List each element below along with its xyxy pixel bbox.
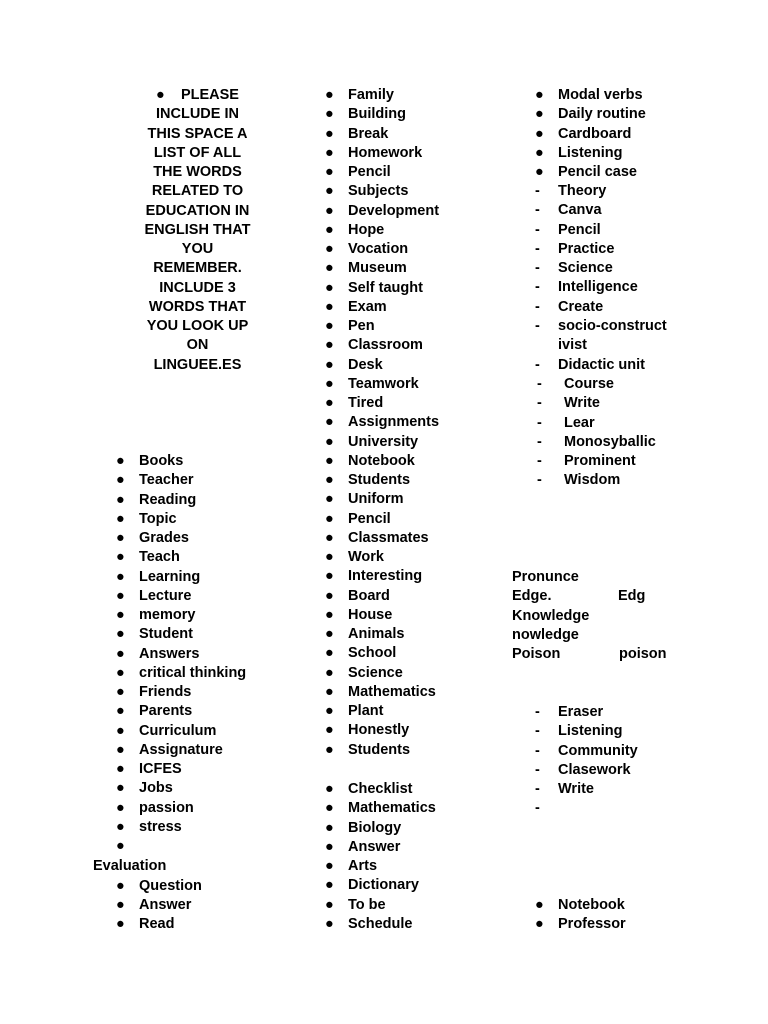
bullet-marker: ● xyxy=(325,164,334,180)
pronounce-word: Poison xyxy=(512,646,561,662)
list-item-text: Pencil xyxy=(348,164,391,180)
list-item-text: Dictionary xyxy=(348,877,419,894)
list-item-text: Lecture xyxy=(139,587,192,604)
bullet-marker: ● xyxy=(325,645,334,662)
list-item-text: Teacher xyxy=(139,472,194,489)
bullet-marker: ● xyxy=(325,433,334,450)
list-item-text: To be xyxy=(348,896,386,913)
bullet-marker: ● xyxy=(116,626,125,643)
bullet-marker: ● xyxy=(325,356,334,373)
pronounce-block xyxy=(512,568,667,664)
bullet-marker: ● xyxy=(535,106,544,123)
dash-marker: - xyxy=(535,723,540,740)
list-item-text: Pencil xyxy=(348,510,391,527)
dash-marker: - xyxy=(535,260,540,276)
bullet-marker: ● xyxy=(325,800,334,817)
list-item-text: Pen xyxy=(348,318,375,334)
list-item-text: Interesting xyxy=(348,568,423,585)
list-item-text: Board xyxy=(348,587,390,604)
bullet-marker: ● xyxy=(116,568,125,585)
instruction-line: EDUCATION IN xyxy=(145,202,250,219)
list-item-text: Science xyxy=(558,260,613,276)
list-item-text: Wisdom xyxy=(564,472,621,489)
bullet-marker: ● xyxy=(325,664,334,681)
list-item-text: Listening xyxy=(558,723,623,740)
dash-marker: - xyxy=(535,357,540,373)
list-item-text: Learning xyxy=(139,568,201,585)
bullet-marker: ● xyxy=(325,318,334,334)
list-item-text: Professor xyxy=(558,916,626,933)
instruction-line: ON xyxy=(186,337,209,354)
instruction-line: YOU LOOK UP xyxy=(146,318,249,334)
instruction-line: LINGUEE.ES xyxy=(153,356,242,373)
list-item-text: Schedule xyxy=(348,915,413,932)
bullet-marker: ● xyxy=(116,664,125,681)
list-item-text: Answers xyxy=(139,645,200,662)
list-item-text: House xyxy=(348,606,393,623)
list-item-text: Eraser xyxy=(558,704,604,720)
instruction-line: REMEMBER. xyxy=(153,260,242,277)
pronounce-word: Edg xyxy=(618,588,646,605)
list-item-text: ICFES xyxy=(139,761,182,777)
bullet-marker: ● xyxy=(116,510,125,527)
list-item-text: Student xyxy=(139,626,193,643)
list-item-text: Mathematics xyxy=(348,800,436,817)
list-item-text: Notebook xyxy=(558,897,625,913)
bullet-marker: ● xyxy=(325,106,334,123)
list-item-text: passion xyxy=(139,799,194,816)
bullet-marker: ● xyxy=(116,838,125,854)
list-item-text: Answer xyxy=(139,896,192,913)
list-item-text: Subjects xyxy=(348,183,409,200)
bullet-marker: ● xyxy=(325,529,334,546)
bullet-marker: ● xyxy=(116,684,125,700)
list-item-text: University xyxy=(348,433,419,450)
bullet-marker: ● xyxy=(325,568,334,585)
list-item-text: Development xyxy=(348,202,440,219)
bullet-marker: ● xyxy=(325,606,334,623)
bullet-marker: ● xyxy=(325,395,334,411)
list-item-text: Uniform xyxy=(348,491,404,508)
bullet-marker: ● xyxy=(325,414,334,431)
bullet-marker: ● xyxy=(325,125,334,142)
list-item-text: Cardboard xyxy=(558,125,632,142)
bullet-marker: ● xyxy=(116,491,125,508)
dash-marker: - xyxy=(535,240,540,257)
bullet-marker: ● xyxy=(325,510,334,527)
list-item-text: Notebook xyxy=(348,452,415,469)
list-item-text: socio-construct xyxy=(558,318,667,334)
instruction-line: YOU xyxy=(181,241,214,257)
list-item-text: Curriculum xyxy=(139,722,217,739)
bullet-marker: ● xyxy=(325,202,334,219)
list-item-text: Answer xyxy=(348,838,401,855)
list-item-text: Plant xyxy=(348,703,384,719)
list-item-text: Assignature xyxy=(139,741,223,758)
dash-marker: - xyxy=(535,221,540,238)
bullet-marker: ● xyxy=(535,87,544,103)
instruction-line: THE WORDS xyxy=(153,164,242,180)
bullet-marker: ● xyxy=(325,144,334,161)
bullet-marker: ● xyxy=(116,877,125,894)
list-item-text: Parents xyxy=(139,703,193,720)
bullet-marker: ● xyxy=(325,838,334,855)
bullet-marker: ● xyxy=(325,337,334,354)
list-item-text: Intelligence xyxy=(558,279,638,296)
bullet-marker: ● xyxy=(325,87,334,103)
list-item-text: Listening xyxy=(558,144,623,161)
instruction-line: ENGLISH THAT xyxy=(144,221,251,238)
list-item-text: stress xyxy=(139,818,182,835)
list-item-text: ivist xyxy=(558,337,588,354)
instruction-line: INCLUDE IN xyxy=(156,106,239,123)
list-item-text: Building xyxy=(348,106,406,123)
bullet-marker: ● xyxy=(116,916,125,932)
instruction-block xyxy=(130,86,265,375)
dash-marker: - xyxy=(537,472,542,489)
list-item-text: Create xyxy=(558,298,604,315)
list-item-text: Checklist xyxy=(348,781,413,797)
list-item-text: Break xyxy=(348,125,389,142)
bullet-marker: ● xyxy=(325,452,334,469)
bullet-marker: ● xyxy=(116,607,125,623)
list-item-text: Pencil case xyxy=(558,164,637,180)
bullet-marker: ● xyxy=(116,818,125,835)
evaluation-label: Evaluation xyxy=(93,858,167,874)
dash-marker: - xyxy=(535,202,540,219)
list-item-text: Grades xyxy=(139,530,189,546)
list-item-text: Students xyxy=(348,472,411,488)
bullet-marker: ● xyxy=(325,472,334,488)
list-item-text: Teamwork xyxy=(348,375,419,392)
bullet-marker: ● xyxy=(325,858,334,874)
list-item-text: Science xyxy=(348,664,403,681)
pronounce-line: Pronunce xyxy=(512,569,579,585)
list-item-text: Assignments xyxy=(348,414,440,431)
bullet-marker: ● xyxy=(325,722,334,739)
dash-marker: - xyxy=(537,414,542,431)
bullet-marker: ● xyxy=(116,896,125,913)
bullet-marker: ● xyxy=(116,761,125,777)
pronounce-line: Knowledge xyxy=(512,607,590,624)
list-item-text: Tired xyxy=(348,395,384,411)
bullet-marker: ● xyxy=(325,781,334,797)
list-item-text: Family xyxy=(348,87,394,103)
pronounce-line xyxy=(512,645,667,664)
dash-marker: - xyxy=(535,279,540,296)
list-item-text: Read xyxy=(139,916,175,932)
dash-marker: - xyxy=(537,433,542,450)
list-item-text: critical thinking xyxy=(139,664,247,681)
bullet-marker: ● xyxy=(325,896,334,913)
list-item-text: Community xyxy=(558,742,638,759)
bullet-marker: ● xyxy=(535,164,544,180)
pronounce-word: poison xyxy=(619,646,667,662)
dash-marker: - xyxy=(535,298,540,315)
bullet-marker: ● xyxy=(325,221,334,238)
list-item-text: Clasework xyxy=(558,761,631,778)
list-item-text: Course xyxy=(564,376,614,392)
bullet-marker: ● xyxy=(325,241,334,257)
bullet-marker: ● xyxy=(325,183,334,200)
bullet-marker: ● xyxy=(535,916,544,933)
bullet-marker: ● xyxy=(116,780,125,797)
list-item-text: Students xyxy=(348,741,411,758)
list-item-text: Topic xyxy=(139,510,177,527)
bullet-marker: ● xyxy=(116,587,125,604)
list-item-text: Homework xyxy=(348,144,423,161)
list-item-text: Write xyxy=(558,781,594,797)
pronounce-line: nowledge xyxy=(512,626,579,643)
bullet-marker: ● xyxy=(325,877,334,894)
instruction-line: THIS SPACE A xyxy=(147,125,248,142)
list-item-text: Didactic unit xyxy=(558,357,646,373)
list-item-text: Museum xyxy=(348,260,407,277)
list-item-text: Pencil xyxy=(558,221,601,238)
list-item-text: Theory xyxy=(558,183,607,199)
list-item-text: Lear xyxy=(564,414,595,431)
list-item-text: Biology xyxy=(348,819,402,836)
dash-marker: - xyxy=(537,376,542,392)
bullet-marker: ● xyxy=(116,741,125,758)
bullet-marker: ● xyxy=(535,144,544,161)
pronounce-line xyxy=(512,587,646,606)
bullet-marker: ● xyxy=(325,549,334,565)
bullet-marker: ● xyxy=(116,703,125,720)
dash-marker: - xyxy=(537,395,542,412)
list-item-text: Modal verbs xyxy=(558,87,643,103)
bullet-marker: ● xyxy=(116,645,125,662)
instruction-line: INCLUDE 3 xyxy=(159,279,236,296)
instruction-line: ● PLEASE xyxy=(156,87,239,103)
bullet-marker: ● xyxy=(325,683,334,700)
instruction-line: WORDS THAT xyxy=(148,298,247,315)
bullet-marker: ● xyxy=(325,626,334,642)
bullet-marker: ● xyxy=(325,741,334,758)
list-item-text: Work xyxy=(348,549,384,565)
dash-marker: - xyxy=(535,761,540,778)
list-item-text: Classmates xyxy=(348,529,429,546)
list-item-text: Mathematics xyxy=(348,683,436,700)
bullet-marker: ● xyxy=(535,897,544,913)
dash-marker: - xyxy=(537,453,542,469)
list-item-text: Animals xyxy=(348,626,405,642)
list-item-text: Question xyxy=(139,877,202,894)
list-item-text: Canva xyxy=(558,202,602,219)
bullet-marker: ● xyxy=(325,375,334,392)
list-item-text: Exam xyxy=(348,298,387,315)
bullet-marker: ● xyxy=(325,491,334,508)
list-item-text: Arts xyxy=(348,858,378,874)
dash-marker: - xyxy=(535,742,540,759)
bullet-marker: ● xyxy=(325,819,334,836)
list-item-text: Hope xyxy=(348,221,385,238)
bullet-marker: ● xyxy=(116,549,125,566)
bullet-marker: ● xyxy=(325,703,334,719)
bullet-marker: ● xyxy=(116,530,125,546)
list-item-text: Write xyxy=(564,395,600,412)
bullet-marker: ● xyxy=(325,260,334,277)
bullet-marker: ● xyxy=(156,87,165,103)
list-item-text: Daily routine xyxy=(558,106,646,123)
list-item-text: Teach xyxy=(139,549,180,566)
bullet-marker: ● xyxy=(325,587,334,604)
bullet-marker: ● xyxy=(325,279,334,296)
list-item-text: Prominent xyxy=(564,453,636,469)
list-item-text: Monosyballic xyxy=(564,433,656,450)
dash-marker: - xyxy=(535,781,540,797)
dash-marker: - xyxy=(535,800,540,817)
list-item-text: Vocation xyxy=(348,241,409,257)
list-item-text: Reading xyxy=(139,491,197,508)
bullet-marker: ● xyxy=(116,722,125,739)
instruction-line: LIST OF ALL xyxy=(153,144,242,161)
list-item-text: Practice xyxy=(558,240,615,257)
list-item-text: Desk xyxy=(348,356,383,373)
dash-marker: - xyxy=(535,183,540,199)
list-item-text: School xyxy=(348,645,397,662)
list-item-text: Self taught xyxy=(348,279,423,296)
dash-marker: - xyxy=(535,704,540,720)
list-item-text: Friends xyxy=(139,684,192,700)
pronounce-word: Edge. xyxy=(512,588,552,605)
bullet-marker: ● xyxy=(116,799,125,816)
list-item-text: Jobs xyxy=(139,780,173,797)
bullet-marker: ● xyxy=(535,125,544,142)
list-item-text: Books xyxy=(139,453,184,469)
dash-marker: - xyxy=(535,318,540,334)
bullet-marker: ● xyxy=(116,472,125,489)
list-item-text: Honestly xyxy=(348,722,410,739)
bullet-marker: ● xyxy=(325,915,334,932)
list-item-text: Classroom xyxy=(348,337,423,354)
instruction-line: RELATED TO xyxy=(151,183,244,200)
list-item-text: memory xyxy=(139,607,196,623)
bullet-marker: ● xyxy=(116,453,125,469)
bullet-marker: ● xyxy=(325,298,334,315)
